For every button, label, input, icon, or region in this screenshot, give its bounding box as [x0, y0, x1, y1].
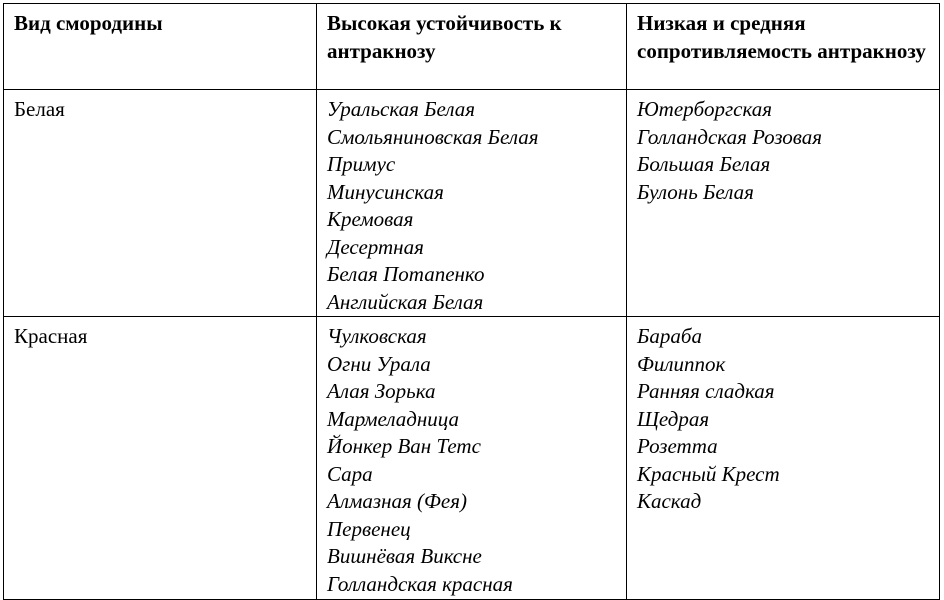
variety-item: Голландская Розовая	[637, 124, 823, 149]
variety-item: Большая Белая	[637, 152, 771, 176]
variety-item: Каскад	[637, 489, 702, 513]
variety-item: Кремовая	[327, 207, 414, 231]
variety-item: Ранняя сладкая	[637, 379, 775, 403]
header-low-resistance: Низкая и средняя сопротивляемость антракнозу	[627, 4, 940, 90]
variety-item: Мармеладница	[327, 406, 460, 431]
table-row	[4, 90, 940, 317]
variety-item: Примус	[327, 152, 396, 176]
low-resistance-cell	[627, 317, 940, 600]
variety-item: Уральская Белая	[327, 97, 475, 121]
variety-list	[327, 96, 616, 316]
variety-list	[637, 96, 929, 206]
variety-item: Филиппок	[637, 351, 726, 376]
variety-item: Первенец	[327, 516, 411, 541]
variety-item: Щедрая	[637, 406, 710, 431]
low-resistance-cell	[627, 90, 940, 317]
variety-list	[327, 323, 616, 598]
variety-item: Голландская красная	[327, 571, 513, 596]
high-resistance-cell	[317, 317, 627, 600]
variety-item: Чулковская	[327, 324, 427, 348]
header-row	[4, 4, 940, 90]
species-cell: Красная	[4, 317, 317, 600]
variety-item: Английская Белая	[327, 289, 484, 314]
table-row	[4, 317, 940, 600]
header-species: Вид смородины	[4, 4, 317, 90]
variety-item: Розетта	[637, 434, 718, 458]
header-high-resistance: Высокая устойчивость к антракнозу	[317, 4, 627, 90]
variety-item: Красный Крест	[637, 461, 780, 486]
variety-item: Сара	[327, 461, 373, 486]
variety-item: Алмазная (Фея)	[327, 489, 467, 513]
variety-item: Вишнёвая Виксне	[327, 544, 482, 568]
variety-item: Десертная	[327, 234, 424, 259]
variety-item: Бараба	[637, 324, 702, 348]
variety-item: Алая Зорька	[327, 379, 436, 403]
variety-item: Минусинская	[327, 179, 444, 204]
variety-item: Огни Урала	[327, 351, 431, 376]
variety-item: Белая Потапенко	[327, 262, 485, 286]
variety-list	[637, 323, 929, 516]
variety-item: Булонь Белая	[637, 179, 754, 204]
variety-item: Йонкер Ван Тетс	[327, 434, 481, 458]
currant-anthracnose-table	[3, 3, 940, 600]
variety-item: Смольяниновская Белая	[327, 124, 539, 149]
high-resistance-cell	[317, 90, 627, 317]
variety-item: Ютерборгская	[637, 97, 773, 121]
species-cell: Белая	[4, 90, 317, 317]
